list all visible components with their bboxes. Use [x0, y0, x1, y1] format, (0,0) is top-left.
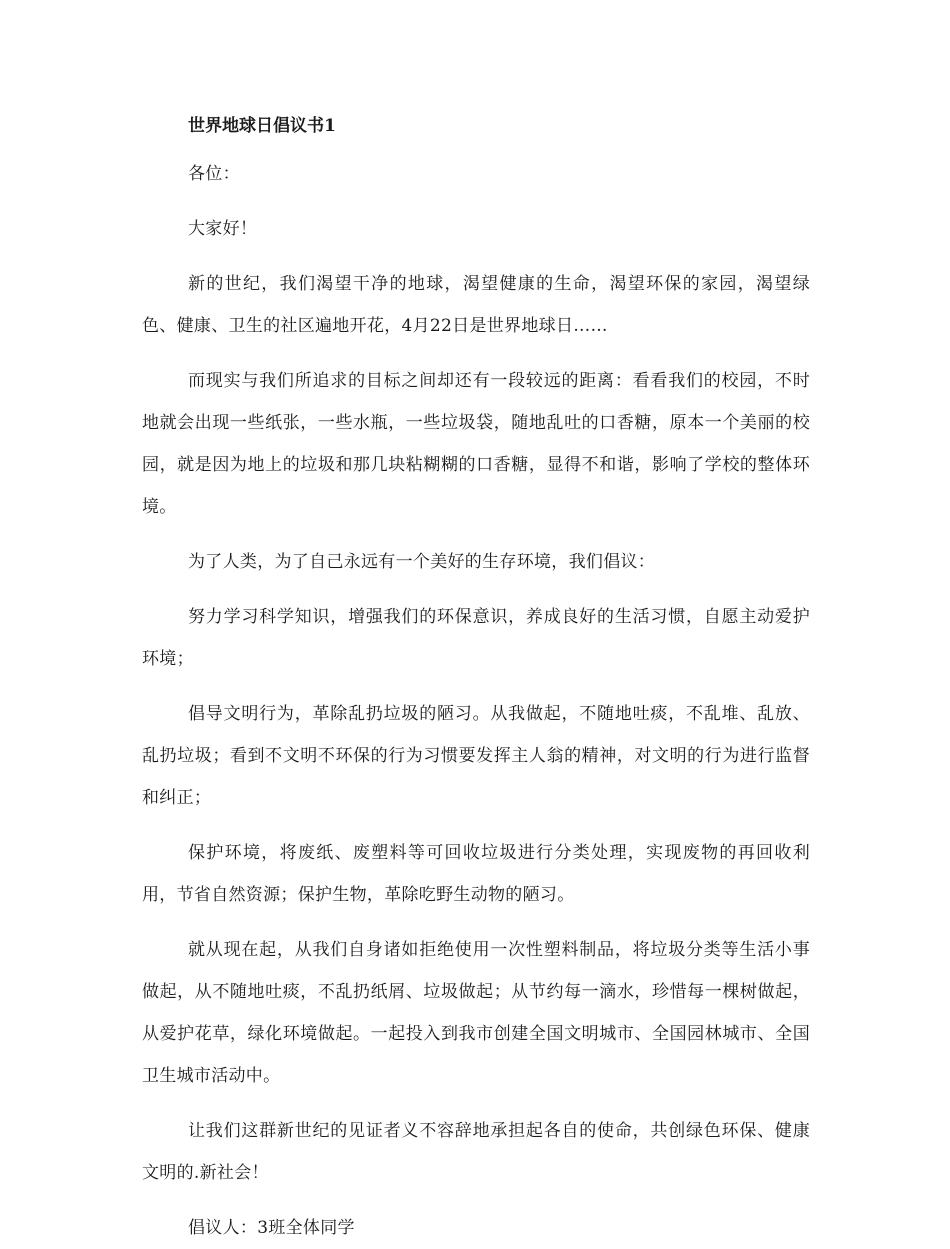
- paragraph-proposal-intro: 为了人类，为了自己永远有一个美好的生存环境，我们倡议：: [188, 552, 656, 572]
- paragraph-reality: 而现实与我们所追求的目标之间却还有一段较远的距离：看看我们的校园，不时地就会出现一些纸张，一些水瓶，一些垃圾袋，随地乱吐的口香糖，原本一个美丽的校园，就是因为地上的垃圾和那几块粘糊糊的口香糖，显得不和谐，影响了学校的整体环境。: [142, 371, 810, 517]
- paragraph-new-century: 新的世纪，我们渴望干净的地球，渴望健康的生命，渴望环保的家园，渴望绿色、健康、卫生的社区遍地开花，4月22日是世界地球日……: [142, 274, 810, 336]
- proposal-item-protect-environment: 保护环境，将废纸、废塑料等可回收垃圾进行分类处理，实现废物的再回收利用，节省自然资源；保护生物，革除吃野生动物的陋习。: [142, 843, 810, 905]
- greeting: 大家好！: [188, 219, 258, 239]
- document-body: [142, 111, 810, 1249]
- proposal-item-civilized-behavior: 倡导文明行为，革除乱扔垃圾的陋习。从我做起，不随地吐痰，不乱堆、乱放、乱扔垃圾；看到不文明不环保的行为习惯要发挥主人翁的精神，对文明的行为进行监督和纠正；: [142, 704, 810, 808]
- signature: 倡议人：3班全体同学: [188, 1218, 355, 1238]
- salutation: 各位：: [188, 164, 240, 184]
- proposal-item-study: 努力学习科学知识，增强我们的环保意识，养成良好的生活习惯，自愿主动爱护环境；: [142, 607, 810, 669]
- proposal-item-start-now: 就从现在起，从我们自身诸如拒绝使用一次性塑料制品，将垃圾分类等生活小事做起，从不随地吐痰，不乱扔纸屑、垃圾做起；从节约每一滴水，珍惜每一棵树做起，从爱护花草，绿化环境做起。一起投入到我市创建全国文明城市、全国园林城市、全国卫生城市活动中。: [142, 940, 810, 1086]
- paragraph-closing: 让我们这群新世纪的见证者义不容辞地承担起各自的使命，共创绿色环保、健康文明的.新社会！: [142, 1121, 810, 1183]
- document-title: 世界地球日倡议书1: [188, 116, 336, 136]
